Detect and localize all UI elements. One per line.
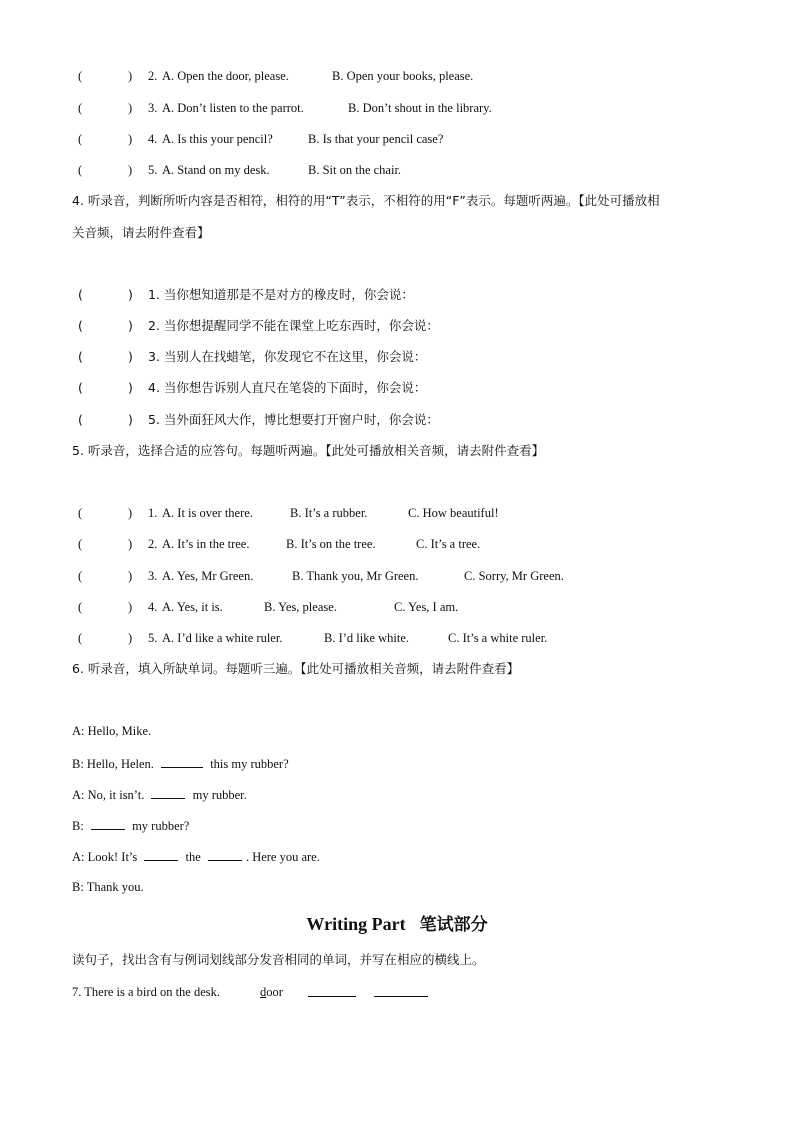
section4-instruction-line1: 4. 听录音，判断所听内容是否相符，相符的用“T”表示，不相符的用“F”表示。每题听两遍。【此处可播放相	[72, 193, 660, 208]
q7-underlined-letter: d	[260, 985, 267, 999]
paren-left: (	[78, 380, 83, 395]
option-b: B. Sit on the chair.	[308, 163, 402, 177]
paren-left: (	[78, 69, 83, 83]
paren-right: )	[128, 318, 133, 333]
item-number: 2.	[148, 69, 158, 83]
dialogue-text: B: Hello, Helen.	[72, 757, 154, 771]
dialogue-line-5	[72, 847, 320, 866]
fill-blank[interactable]	[144, 847, 178, 861]
fill-blank[interactable]	[208, 847, 242, 861]
paren-right: )	[128, 412, 133, 427]
option-a: A. Stand on my desk.	[162, 163, 270, 177]
dialogue-text: A: Hello, Mike.	[72, 724, 152, 738]
paren-right: )	[128, 287, 133, 302]
dialogue-text: the	[185, 850, 201, 864]
paren-right: )	[128, 600, 133, 614]
option-b: B. Open your books, please.	[332, 69, 474, 83]
paren-left: (	[78, 349, 83, 364]
option-c: C. How beautiful!	[408, 506, 499, 520]
dialogue-line-4	[72, 816, 189, 835]
item-number: 5.	[148, 163, 158, 177]
paren-left: (	[78, 163, 83, 177]
option-c: C. Sorry, Mr Green.	[464, 569, 564, 583]
option-a: A. Don’t listen to the parrot.	[162, 101, 304, 115]
item-number: 2.	[148, 537, 158, 551]
option-b: B. Don’t shout in the library.	[348, 101, 492, 115]
item-text: 4. 当你想告诉别人直尺在笔袋的下面时，你会说：	[148, 380, 427, 395]
title-chinese: 笔试部分	[419, 915, 488, 935]
paren-left: (	[78, 506, 83, 520]
dialogue-text: B:	[72, 819, 84, 833]
option-a: A. I’d like a white ruler.	[162, 631, 283, 645]
option-a: A. Yes, it is.	[162, 600, 223, 614]
paren-left: (	[78, 412, 83, 427]
option-a: A. It is over there.	[162, 506, 253, 520]
writing-part-title	[0, 912, 794, 937]
paren-right: )	[128, 569, 133, 583]
fill-blank[interactable]	[91, 816, 125, 830]
item-text: 1. 当你想知道那是不是对方的橡皮时，你会说：	[148, 287, 414, 302]
item-number: 5.	[148, 631, 158, 645]
option-b: B. Yes, please.	[264, 600, 337, 614]
item-number: 1.	[148, 506, 158, 520]
item-text: 5. 当外面狂风大作，博比想要打开窗户时，你会说：	[148, 412, 439, 427]
item-text: 3. 当别人在找蜡笔，你发现它不在这里，你会说：	[148, 349, 427, 364]
paren-left: (	[78, 287, 83, 302]
dialogue-line-3	[72, 785, 247, 804]
item-number: 3.	[148, 101, 158, 115]
dialogue-text: my rubber.	[192, 788, 247, 802]
option-b: B. Is that your pencil case?	[308, 132, 444, 146]
dialogue-text: this my rubber?	[210, 757, 289, 771]
option-c: C. Yes, I am.	[394, 600, 459, 614]
dialogue-text: B: Thank you.	[72, 880, 144, 894]
paren-right: )	[128, 349, 133, 364]
paren-left: (	[78, 569, 83, 583]
paren-right: )	[128, 69, 133, 83]
q7-example-word	[260, 983, 283, 1001]
option-b: B. It’s on the tree.	[286, 537, 376, 551]
paren-right: )	[128, 101, 133, 115]
q7-answer-blank-1[interactable]	[308, 983, 356, 997]
writing-instruction: 读句子，找出含有与例词划线部分发音相同的单词，并写在相应的横线上。	[72, 952, 485, 967]
paren-left: (	[78, 318, 83, 333]
q7-sentence: 7. There is a bird on the desk.	[72, 985, 220, 999]
paren-right: )	[128, 537, 133, 551]
option-c: C. It’s a white ruler.	[448, 631, 548, 645]
paren-left: (	[78, 600, 83, 614]
paren-left: (	[78, 631, 83, 645]
q7-word-rest: oor	[266, 985, 283, 999]
paren-left: (	[78, 101, 83, 115]
option-b: B. It’s a rubber.	[290, 506, 368, 520]
fill-blank[interactable]	[151, 785, 185, 799]
dialogue-text: . Here you are.	[245, 850, 320, 864]
dialogue-line-1	[72, 722, 151, 740]
section6-instruction: 6. 听录音，填入所缺单词。每题听三遍。【此处可播放相关音频，请去附件查看】	[72, 661, 520, 676]
question-7	[72, 983, 283, 1001]
option-c: C. It’s a tree.	[416, 537, 481, 551]
paren-left: (	[78, 132, 83, 146]
option-a: A. It’s in the tree.	[162, 537, 250, 551]
title-english: Writing Part	[306, 914, 406, 934]
paren-left: (	[78, 537, 83, 551]
option-a: A. Is this your pencil?	[162, 132, 273, 146]
item-number: 4.	[148, 600, 158, 614]
dialogue-text: my rubber?	[132, 819, 190, 833]
item-text: 2. 当你想提醒同学不能在课堂上吃东西时，你会说：	[148, 318, 439, 333]
dialogue-line-6	[72, 878, 144, 896]
paren-right: )	[128, 132, 133, 146]
item-number: 4.	[148, 132, 158, 146]
item-number: 3.	[148, 569, 158, 583]
option-b: B. I’d like white.	[324, 631, 410, 645]
section4-instruction-line2: 关音频，请去附件查看】	[72, 225, 210, 240]
dialogue-text: A: Look! It’s	[72, 850, 138, 864]
dialogue-line-2	[72, 754, 289, 773]
paren-right: )	[128, 506, 133, 520]
q7-answer-blank-2[interactable]	[374, 983, 428, 997]
option-b: B. Thank you, Mr Green.	[292, 569, 419, 583]
option-a: A. Yes, Mr Green.	[162, 569, 254, 583]
paren-right: )	[128, 163, 133, 177]
paren-right: )	[128, 380, 133, 395]
option-a: A. Open the door, please.	[162, 69, 289, 83]
section5-instruction: 5. 听录音，选择合适的应答句。每题听两遍。【此处可播放相关音频，请去附件查看】	[72, 443, 545, 458]
dialogue-text: A: No, it isn’t.	[72, 788, 145, 802]
paren-right: )	[128, 631, 133, 645]
fill-blank[interactable]	[161, 754, 203, 768]
